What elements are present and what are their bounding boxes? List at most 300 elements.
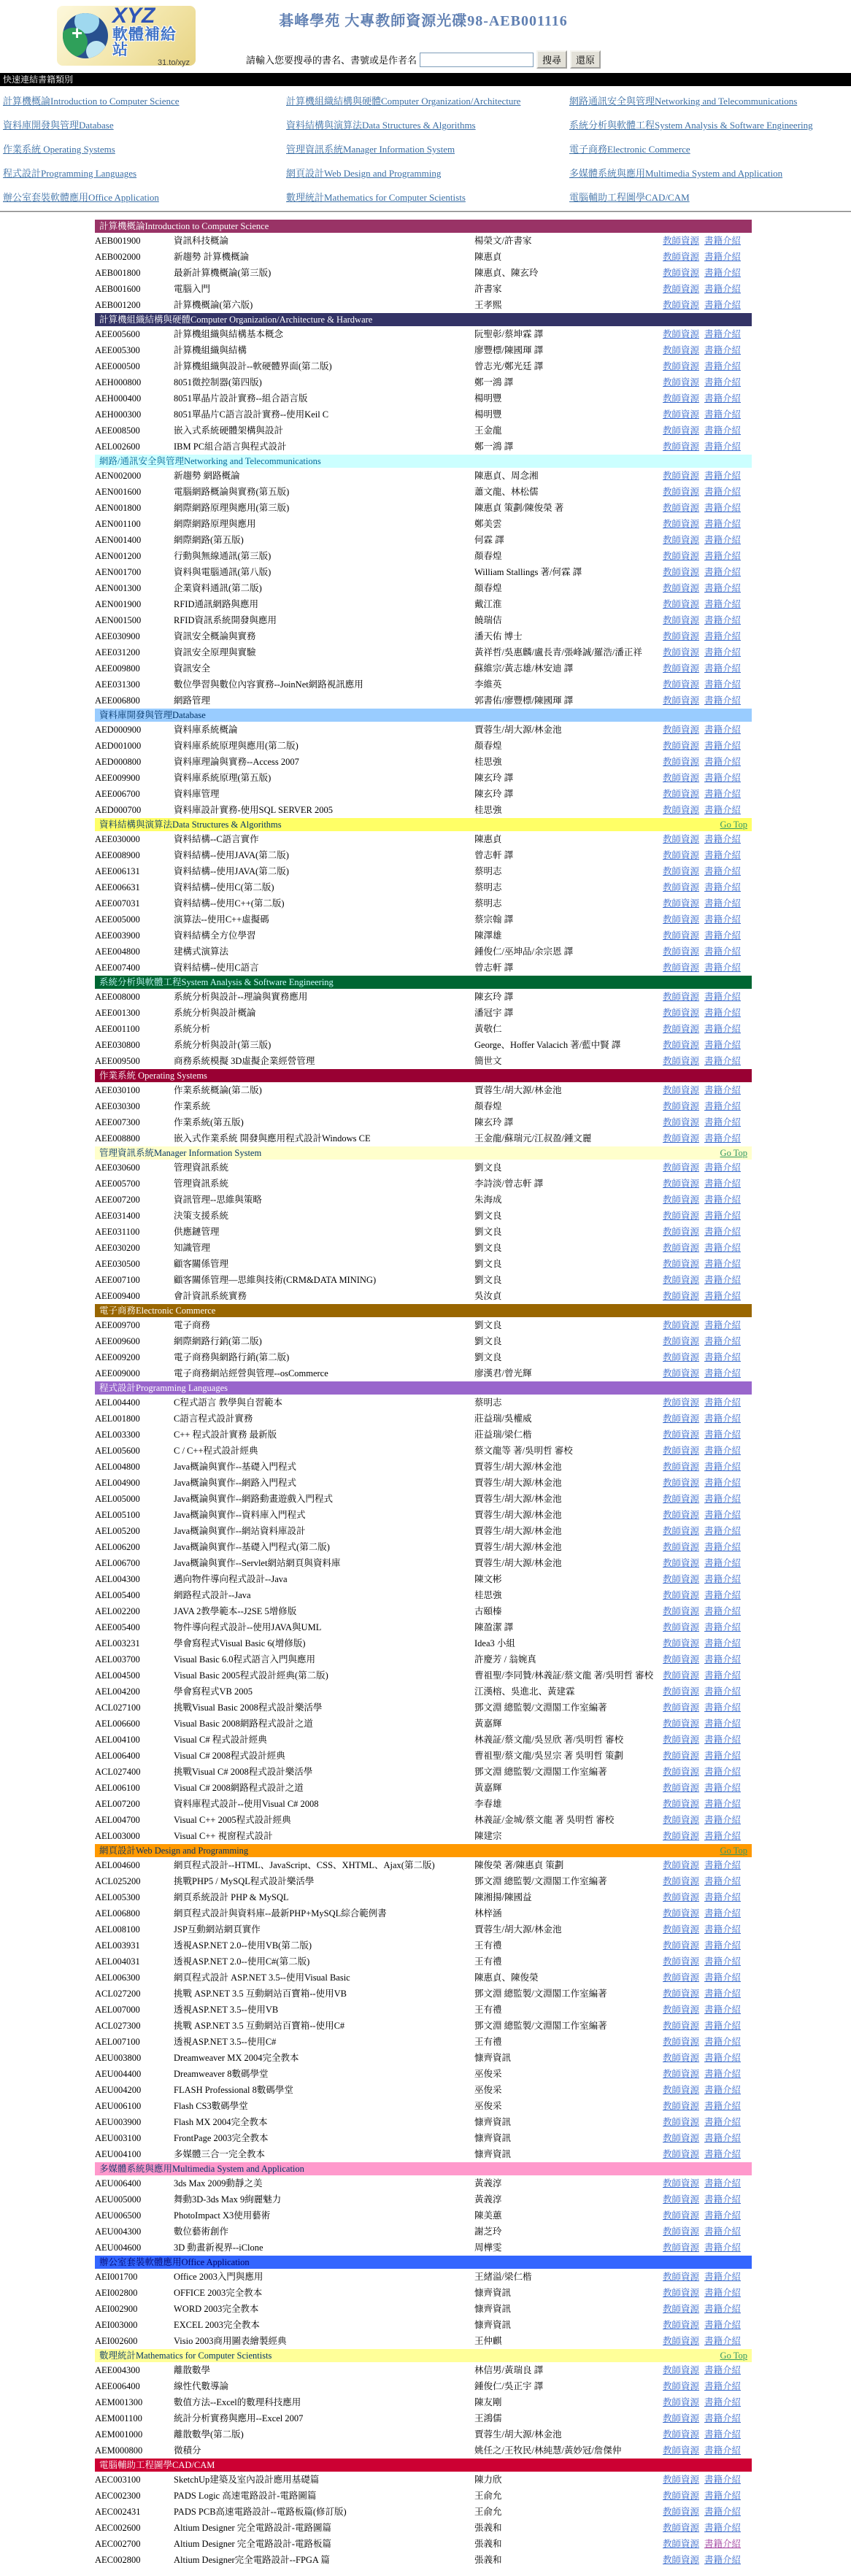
teacher-resource-link[interactable]: 教師資源	[663, 963, 700, 973]
book-intro-link[interactable]: 書籍介紹	[704, 1590, 742, 1600]
book-intro-link[interactable]: 書籍介紹	[704, 773, 742, 783]
book-intro-link[interactable]: 書籍介紹	[704, 2149, 742, 2159]
book-intro-link[interactable]: 書籍介紹	[704, 805, 742, 815]
teacher-resource-link[interactable]: 教師資源	[663, 1908, 700, 1918]
teacher-resource-link[interactable]: 教師資源	[663, 1622, 700, 1632]
book-intro-link[interactable]: 書籍介紹	[704, 834, 742, 844]
teacher-resource-link[interactable]: 教師資源	[663, 2069, 700, 2079]
book-intro-link[interactable]: 書籍介紹	[704, 1510, 742, 1520]
book-intro-link[interactable]: 書籍介紹	[704, 2194, 742, 2205]
book-intro-link[interactable]: 書籍介紹	[704, 1336, 742, 1346]
teacher-resource-link[interactable]: 教師資源	[663, 1767, 700, 1777]
teacher-resource-link[interactable]: 教師資源	[663, 425, 700, 436]
book-intro-link[interactable]: 書籍介紹	[704, 1117, 742, 1127]
search-input[interactable]	[420, 53, 534, 67]
book-intro-link[interactable]: 書籍介紹	[704, 1815, 742, 1825]
book-intro-link[interactable]: 書籍介紹	[704, 2381, 742, 2391]
teacher-resource-link[interactable]: 教師資源	[663, 441, 700, 452]
book-intro-link[interactable]: 書籍介紹	[704, 1908, 742, 1918]
teacher-resource-link[interactable]: 教師資源	[663, 946, 700, 957]
book-intro-link[interactable]: 書籍介紹	[704, 503, 742, 513]
teacher-resource-link[interactable]: 教師資源	[663, 268, 700, 278]
teacher-resource-link[interactable]: 教師資源	[663, 1056, 700, 1066]
book-intro-link[interactable]: 書籍介紹	[704, 1606, 742, 1616]
book-intro-link[interactable]: 書籍介紹	[704, 1397, 742, 1408]
teacher-resource-link[interactable]: 教師資源	[663, 805, 700, 815]
teacher-resource-link[interactable]: 教師資源	[663, 2210, 700, 2221]
teacher-resource-link[interactable]: 教師資源	[663, 2523, 700, 2533]
teacher-resource-link[interactable]: 教師資源	[663, 2021, 700, 2031]
book-intro-link[interactable]: 書籍介紹	[704, 789, 742, 799]
book-row	[95, 500, 752, 516]
book-intro-link[interactable]: 書籍介紹	[704, 2288, 742, 2298]
teacher-resource-link[interactable]: 教師資源	[663, 789, 700, 799]
book-intro-link[interactable]: 書籍介紹	[704, 1056, 742, 1066]
teacher-resource-link[interactable]: 教師資源	[663, 866, 700, 876]
book-intro-link[interactable]: 書籍介紹	[704, 252, 742, 262]
book-intro-link[interactable]: 書籍介紹	[704, 1211, 742, 1221]
book-title: Visual C# 程式設計經典	[174, 1735, 267, 1745]
quicklink-item[interactable]: 計算機組織結構與硬體Computer Organization/Architecture	[286, 96, 521, 107]
book-intro-link[interactable]: 書籍介紹	[704, 1195, 742, 1205]
book-intro-link[interactable]: 書籍介紹	[704, 866, 742, 876]
book-row	[95, 2426, 752, 2442]
book-intro-link[interactable]: 書籍介紹	[704, 2555, 742, 2565]
teacher-resource-link[interactable]: 教師資源	[663, 1606, 700, 1616]
teacher-resource-link[interactable]: 教師資源	[663, 2053, 700, 2063]
book-intro-link[interactable]: 書籍介紹	[704, 1368, 742, 1378]
teacher-resource-link[interactable]: 教師資源	[663, 1040, 700, 1050]
book-intro-link[interactable]: 書籍介紹	[704, 2397, 742, 2407]
book-intro-link[interactable]: 書籍介紹	[704, 1622, 742, 1632]
book-intro-link[interactable]: 書籍介紹	[704, 1558, 742, 1568]
book-intro-link[interactable]: 書籍介紹	[704, 2272, 742, 2282]
teacher-resource-link[interactable]: 教師資源	[663, 2491, 700, 2501]
reset-button[interactable]: 還原	[570, 50, 601, 69]
book-intro-link[interactable]: 書籍介紹	[704, 1574, 742, 1584]
teacher-resource-link[interactable]: 教師資源	[663, 1024, 700, 1034]
book-intro-link[interactable]: 書籍介紹	[704, 487, 742, 497]
teacher-resource-link[interactable]: 教師資源	[663, 1117, 700, 1127]
book-intro-link[interactable]: 書籍介紹	[704, 2445, 742, 2456]
teacher-resource-link[interactable]: 教師資源	[663, 2243, 700, 2253]
book-intro-link[interactable]: 書籍介紹	[704, 393, 742, 404]
teacher-resource-link[interactable]: 教師資源	[663, 1336, 700, 1346]
book-intro-link[interactable]: 書籍介紹	[704, 1243, 742, 1253]
book-intro-link[interactable]: 書籍介紹	[704, 963, 742, 973]
book-intro-link[interactable]: 書籍介紹	[704, 2210, 742, 2221]
book-row	[95, 722, 752, 738]
book-intro-link[interactable]: 書籍介紹	[704, 1478, 742, 1488]
book-intro-link[interactable]: 書籍介紹	[704, 2539, 742, 2549]
teacher-resource-link[interactable]: 教師資源	[663, 2194, 700, 2205]
book-intro-link[interactable]: 書籍介紹	[704, 409, 742, 420]
teacher-resource-link[interactable]: 教師資源	[663, 1686, 700, 1697]
teacher-resource-link[interactable]: 教師資源	[663, 599, 700, 609]
book-intro-link[interactable]: 書籍介紹	[704, 1085, 742, 1095]
teacher-resource-link[interactable]: 教師資源	[663, 663, 700, 674]
book-intro-link[interactable]: 書籍介紹	[704, 1735, 742, 1745]
teacher-resource-link[interactable]: 教師資源	[663, 1008, 700, 1018]
book-intro-link[interactable]: 書籍介紹	[704, 2069, 742, 2079]
book-intro-link[interactable]: 書籍介紹	[704, 551, 742, 561]
book-intro-link[interactable]: 書籍介紹	[704, 946, 742, 957]
teacher-resource-link[interactable]: 教師資源	[663, 695, 700, 706]
teacher-resource-link[interactable]: 教師資源	[663, 2101, 700, 2111]
quicklink-item[interactable]: 程式設計Programming Languages	[3, 168, 137, 179]
book-intro-link[interactable]: 書籍介紹	[704, 2507, 742, 2517]
book-intro-link[interactable]: 書籍介紹	[704, 583, 742, 593]
teacher-resource-link[interactable]: 教師資源	[663, 1973, 700, 1983]
book-intro-link[interactable]: 書籍介紹	[704, 2085, 742, 2095]
book-intro-link[interactable]: 書籍介紹	[704, 329, 742, 339]
teacher-resource-link[interactable]: 教師資源	[663, 1275, 700, 1285]
book-intro-link[interactable]: 書籍介紹	[704, 695, 742, 706]
book-intro-link[interactable]: 書籍介紹	[704, 2178, 742, 2189]
teacher-resource-link[interactable]: 教師資源	[663, 2475, 700, 2485]
book-intro-link[interactable]: 書籍介紹	[704, 535, 742, 545]
teacher-resource-link[interactable]: 教師資源	[663, 1654, 700, 1665]
quicklink-item[interactable]: 多媒體系統與應用Multimedia System and Application	[569, 168, 783, 179]
teacher-resource-link[interactable]: 教師資源	[663, 1719, 700, 1729]
book-intro-link[interactable]: 書籍介紹	[704, 1179, 742, 1189]
book-intro-link[interactable]: 書籍介紹	[704, 1924, 742, 1935]
book-intro-link[interactable]: 書籍介紹	[704, 1430, 742, 1440]
teacher-resource-link[interactable]: 教師資源	[663, 1638, 700, 1648]
book-intro-link[interactable]: 書籍介紹	[704, 1352, 742, 1362]
teacher-resource-link[interactable]: 教師資源	[663, 1179, 700, 1189]
teacher-resource-link[interactable]: 教師資源	[663, 631, 700, 641]
teacher-resource-link[interactable]: 教師資源	[663, 2117, 700, 2127]
teacher-resource-link[interactable]: 教師資源	[663, 361, 700, 371]
book-intro-link[interactable]: 書籍介紹	[704, 1227, 742, 1237]
book-intro-link[interactable]: 書籍介紹	[704, 2037, 742, 2047]
book-intro-link[interactable]: 書籍介紹	[704, 471, 742, 481]
teacher-resource-link[interactable]: 教師資源	[663, 2381, 700, 2391]
book-intro-link[interactable]: 書籍介紹	[704, 1446, 742, 1456]
book-intro-link[interactable]: 書籍介紹	[704, 1008, 742, 1018]
book-intro-link[interactable]: 書籍介紹	[704, 2336, 742, 2346]
teacher-resource-link[interactable]: 教師資源	[663, 1670, 700, 1681]
teacher-resource-link[interactable]: 教師資源	[663, 992, 700, 1002]
teacher-resource-link[interactable]: 教師資源	[663, 503, 700, 513]
book-intro-link[interactable]: 書籍介紹	[704, 2021, 742, 2031]
go-top-link[interactable]: Go Top	[720, 2351, 747, 2361]
teacher-resource-link[interactable]: 教師資源	[663, 1542, 700, 1552]
teacher-resource-link[interactable]: 教師資源	[663, 679, 700, 690]
book-intro-link[interactable]: 書籍介紹	[704, 2413, 742, 2423]
quicklink-item[interactable]: 網頁設計Web Design and Programming	[286, 168, 442, 179]
teacher-resource-link[interactable]: 教師資源	[663, 1352, 700, 1362]
search-button[interactable]: 搜尋	[536, 50, 567, 69]
teacher-resource-link[interactable]: 教師資源	[663, 1860, 700, 1870]
book-intro-link[interactable]: 書籍介紹	[704, 1783, 742, 1793]
teacher-resource-link[interactable]: 教師資源	[663, 2288, 700, 2298]
teacher-resource-link[interactable]: 教師資源	[663, 1940, 700, 1951]
teacher-resource-link[interactable]: 教師資源	[663, 2272, 700, 2282]
book-row-links	[663, 249, 752, 265]
teacher-resource-link[interactable]: 教師資源	[663, 1243, 700, 1253]
teacher-resource-link[interactable]: 教師資源	[663, 2397, 700, 2407]
book-intro-link[interactable]: 書籍介紹	[704, 441, 742, 452]
teacher-resource-link[interactable]: 教師資源	[663, 647, 700, 658]
book-intro-link[interactable]: 書籍介紹	[704, 1133, 742, 1144]
book-intro-link[interactable]: 書籍介紹	[704, 1956, 742, 1967]
book-intro-link[interactable]: 書籍介紹	[704, 2304, 742, 2314]
teacher-resource-link[interactable]: 教師資源	[663, 757, 700, 767]
teacher-resource-link[interactable]: 教師資源	[663, 1956, 700, 1967]
teacher-resource-link[interactable]: 教師資源	[663, 1430, 700, 1440]
book-intro-link[interactable]: 書籍介紹	[704, 425, 742, 436]
teacher-resource-link[interactable]: 教師資源	[663, 1558, 700, 1568]
teacher-resource-link[interactable]: 教師資源	[663, 1133, 700, 1144]
quicklink-item[interactable]: 數理統計Mathematics for Computer Scientists	[286, 192, 466, 203]
teacher-resource-link[interactable]: 教師資源	[663, 741, 700, 751]
teacher-resource-link[interactable]: 教師資源	[663, 773, 700, 783]
teacher-resource-link[interactable]: 教師資源	[663, 2133, 700, 2143]
book-intro-link[interactable]: 書籍介紹	[704, 898, 742, 909]
teacher-resource-link[interactable]: 教師資源	[663, 1446, 700, 1456]
book-intro-link[interactable]: 書籍介紹	[704, 1799, 742, 1809]
book-intro-link[interactable]: 書籍介紹	[704, 930, 742, 941]
teacher-resource-link[interactable]: 教師資源	[663, 1735, 700, 1745]
teacher-resource-link[interactable]: 教師資源	[663, 615, 700, 625]
teacher-resource-link[interactable]: 教師資源	[663, 2178, 700, 2189]
book-intro-link[interactable]: 書籍介紹	[704, 300, 742, 310]
quicklink-item[interactable]: 辦公室套裝軟體應用Office Application	[3, 192, 159, 203]
book-intro-link[interactable]: 書籍介紹	[704, 361, 742, 371]
teacher-resource-link[interactable]: 教師資源	[663, 1320, 700, 1330]
teacher-resource-link[interactable]: 教師資源	[663, 2507, 700, 2517]
book-intro-link[interactable]: 書籍介紹	[704, 1892, 742, 1902]
teacher-resource-link[interactable]: 教師資源	[663, 1101, 700, 1111]
book-intro-link[interactable]: 書籍介紹	[704, 647, 742, 658]
teacher-resource-link[interactable]: 教師資源	[663, 1227, 700, 1237]
teacher-resource-link[interactable]: 教師資源	[663, 2336, 700, 2346]
book-intro-link[interactable]: 書籍介紹	[704, 1751, 742, 1761]
teacher-resource-link[interactable]: 教師資源	[663, 882, 700, 892]
book-intro-link[interactable]: 書籍介紹	[704, 1320, 742, 1330]
book-intro-link[interactable]: 書籍介紹	[704, 1291, 742, 1301]
teacher-resource-link[interactable]: 教師資源	[663, 252, 700, 262]
teacher-resource-link[interactable]: 教師資源	[663, 2445, 700, 2456]
teacher-resource-link[interactable]: 教師資源	[663, 567, 700, 577]
teacher-resource-link[interactable]: 教師資源	[663, 1876, 700, 1886]
quicklink-item[interactable]: 電腦輔助工程圖學CAD/CAM	[569, 192, 690, 203]
book-intro-link[interactable]: 書籍介紹	[704, 1989, 742, 1999]
teacher-resource-link[interactable]: 教師資源	[663, 1085, 700, 1095]
book-intro-link[interactable]: 書籍介紹	[704, 236, 742, 246]
teacher-resource-link[interactable]: 教師資源	[663, 1368, 700, 1378]
book-intro-link[interactable]: 書籍介紹	[704, 1462, 742, 1472]
book-intro-link[interactable]: 書籍介紹	[704, 284, 742, 294]
teacher-resource-link[interactable]: 教師資源	[663, 393, 700, 404]
book-intro-link[interactable]: 書籍介紹	[704, 2053, 742, 2063]
teacher-resource-link[interactable]: 教師資源	[663, 487, 700, 497]
quicklink-item[interactable]: 系統分析與軟體工程System Analysis & Software Engineering	[569, 120, 813, 131]
book-intro-link[interactable]: 書籍介紹	[704, 2133, 742, 2143]
book-intro-link[interactable]: 書籍介紹	[704, 1101, 742, 1111]
book-intro-link[interactable]: 書籍介紹	[704, 2475, 742, 2485]
quicklink-item[interactable]: 電子商務Electronic Commerce	[569, 144, 690, 155]
teacher-resource-link[interactable]: 教師資源	[663, 1924, 700, 1935]
teacher-resource-link[interactable]: 教師資源	[663, 1462, 700, 1472]
teacher-resource-link[interactable]: 教師資源	[663, 2555, 700, 2565]
teacher-resource-link[interactable]: 教師資源	[663, 1783, 700, 1793]
teacher-resource-link[interactable]: 教師資源	[663, 377, 700, 387]
book-intro-link[interactable]: 書籍介紹	[704, 615, 742, 625]
book-intro-link[interactable]: 書籍介紹	[704, 1494, 742, 1504]
book-intro-link[interactable]: 書籍介紹	[704, 1670, 742, 1681]
teacher-resource-link[interactable]: 教師資源	[663, 519, 700, 529]
book-intro-link[interactable]: 書籍介紹	[704, 850, 742, 860]
teacher-resource-link[interactable]: 教師資源	[663, 1195, 700, 1205]
teacher-resource-link[interactable]: 教師資源	[663, 284, 700, 294]
teacher-resource-link[interactable]: 教師資源	[663, 471, 700, 481]
book-intro-link[interactable]: 書籍介紹	[704, 2101, 742, 2111]
book-intro-link[interactable]: 書籍介紹	[704, 1876, 742, 1886]
teacher-resource-link[interactable]: 教師資源	[663, 2539, 700, 2549]
book-intro-link[interactable]: 書籍介紹	[704, 741, 742, 751]
teacher-resource-link[interactable]: 教師資源	[663, 1799, 700, 1809]
book-intro-link[interactable]: 書籍介紹	[704, 1275, 742, 1285]
quicklink-item[interactable]: 計算機概論Introduction to Computer Science	[3, 96, 180, 107]
book-intro-link[interactable]: 書籍介紹	[704, 1542, 742, 1552]
book-intro-link[interactable]: 書籍介紹	[704, 2320, 742, 2330]
teacher-resource-link[interactable]: 教師資源	[663, 409, 700, 420]
book-row	[95, 1288, 752, 1304]
teacher-resource-link[interactable]: 教師資源	[663, 1510, 700, 1520]
teacher-resource-link[interactable]: 教師資源	[663, 583, 700, 593]
teacher-resource-link[interactable]: 教師資源	[663, 1211, 700, 1221]
book-row-links	[663, 484, 752, 500]
teacher-resource-link[interactable]: 教師資源	[663, 834, 700, 844]
book-intro-link[interactable]: 書籍介紹	[704, 1414, 742, 1424]
teacher-resource-link[interactable]: 教師資源	[663, 1831, 700, 1841]
book-intro-link[interactable]: 書籍介紹	[704, 1767, 742, 1777]
book-intro-link[interactable]: 書籍介紹	[704, 1719, 742, 1729]
teacher-resource-link[interactable]: 教師資源	[663, 1815, 700, 1825]
teacher-resource-link[interactable]: 教師資源	[663, 2149, 700, 2159]
go-top-link[interactable]: Go Top	[720, 820, 747, 830]
teacher-resource-link[interactable]: 教師資源	[663, 1414, 700, 1424]
book-intro-link[interactable]: 書籍介紹	[704, 1860, 742, 1870]
teacher-resource-link[interactable]: 教師資源	[663, 1259, 700, 1269]
book-intro-link[interactable]: 書籍介紹	[704, 2243, 742, 2253]
teacher-resource-link[interactable]: 教師資源	[663, 551, 700, 561]
teacher-resource-link[interactable]: 教師資源	[663, 329, 700, 339]
teacher-resource-link[interactable]: 教師資源	[663, 1574, 700, 1584]
teacher-resource-link[interactable]: 教師資源	[663, 2413, 700, 2423]
teacher-resource-link[interactable]: 教師資源	[663, 914, 700, 925]
quicklink-item[interactable]: 管理資訊系統Manager Information System	[286, 144, 455, 155]
teacher-resource-link[interactable]: 教師資源	[663, 898, 700, 909]
book-intro-link[interactable]: 書籍介紹	[704, 882, 742, 892]
quicklink-item[interactable]: 資料結構與演算法Data Structures & Algorithms	[286, 120, 476, 131]
teacher-resource-link[interactable]: 教師資源	[663, 345, 700, 355]
teacher-resource-link[interactable]: 教師資源	[663, 2005, 700, 2015]
go-top-link[interactable]: Go Top	[720, 1148, 747, 1158]
quicklink-item[interactable]: 資料庫開發與管理Database	[3, 120, 114, 131]
teacher-resource-link[interactable]: 教師資源	[663, 1892, 700, 1902]
book-intro-link[interactable]: 書籍介紹	[704, 1973, 742, 1983]
book-intro-link[interactable]: 書籍介紹	[704, 725, 742, 735]
teacher-resource-link[interactable]: 教師資源	[663, 2037, 700, 2047]
teacher-resource-link[interactable]: 教師資源	[663, 1162, 700, 1173]
book-intro-link[interactable]: 書籍介紹	[704, 1040, 742, 1050]
quicklink-item[interactable]: 作業系統 Operating Systems	[3, 144, 115, 155]
teacher-resource-link[interactable]: 教師資源	[663, 930, 700, 941]
book-intro-link[interactable]: 書籍介紹	[704, 345, 742, 355]
teacher-resource-link[interactable]: 教師資源	[663, 2226, 700, 2237]
teacher-resource-link[interactable]: 教師資源	[663, 535, 700, 545]
book-intro-link[interactable]: 書籍介紹	[704, 1940, 742, 1951]
teacher-resource-link[interactable]: 教師資源	[663, 300, 700, 310]
book-intro-link[interactable]: 書籍介紹	[704, 2005, 742, 2015]
book-intro-link[interactable]: 書籍介紹	[704, 1831, 742, 1841]
book-intro-link[interactable]: 書籍介紹	[704, 2117, 742, 2127]
book-intro-link[interactable]: 書籍介紹	[704, 2365, 742, 2375]
book-intro-link[interactable]: 書籍介紹	[704, 1654, 742, 1665]
book-intro-link[interactable]: 書籍介紹	[704, 599, 742, 609]
book-intro-link[interactable]: 書籍介紹	[704, 1638, 742, 1648]
teacher-resource-link[interactable]: 教師資源	[663, 725, 700, 735]
teacher-resource-link[interactable]: 教師資源	[663, 1702, 700, 1713]
book-row-links	[663, 770, 752, 786]
go-top-link[interactable]: Go Top	[720, 1846, 747, 1856]
book-intro-link[interactable]: 書籍介紹	[704, 992, 742, 1002]
book-intro-link[interactable]: 書籍介紹	[704, 631, 742, 641]
teacher-resource-link[interactable]: 教師資源	[663, 2320, 700, 2330]
teacher-resource-link[interactable]: 教師資源	[663, 1494, 700, 1504]
book-intro-link[interactable]: 書籍介紹	[704, 1526, 742, 1536]
book-intro-link[interactable]: 書籍介紹	[704, 2523, 742, 2533]
teacher-resource-link[interactable]: 教師資源	[663, 1291, 700, 1301]
teacher-resource-link[interactable]: 教師資源	[663, 1590, 700, 1600]
teacher-resource-link[interactable]: 教師資源	[663, 1397, 700, 1408]
book-intro-link[interactable]: 書籍介紹	[704, 1024, 742, 1034]
book-row	[95, 1970, 752, 1986]
book-intro-link[interactable]: 書籍介紹	[704, 377, 742, 387]
teacher-resource-link[interactable]: 教師資源	[663, 1751, 700, 1761]
book-intro-link[interactable]: 書籍介紹	[704, 2491, 742, 2501]
teacher-resource-link[interactable]: 教師資源	[663, 236, 700, 246]
book-intro-link[interactable]: 書籍介紹	[704, 567, 742, 577]
book-intro-link[interactable]: 書籍介紹	[704, 914, 742, 925]
book-intro-link[interactable]: 書籍介紹	[704, 519, 742, 529]
book-code: AEU003800	[95, 2053, 142, 2063]
teacher-resource-link[interactable]: 教師資源	[663, 2365, 700, 2375]
book-intro-link[interactable]: 書籍介紹	[704, 2226, 742, 2237]
book-intro-link[interactable]: 書籍介紹	[704, 757, 742, 767]
book-intro-link[interactable]: 書籍介紹	[704, 2429, 742, 2440]
book-intro-link[interactable]: 書籍介紹	[704, 679, 742, 690]
teacher-resource-link[interactable]: 教師資源	[663, 1478, 700, 1488]
quicklink-item[interactable]: 網路通訊安全與管理Networking and Telecommunications	[569, 96, 798, 107]
teacher-resource-link[interactable]: 教師資源	[663, 2085, 700, 2095]
teacher-resource-link[interactable]: 教師資源	[663, 2304, 700, 2314]
book-intro-link[interactable]: 書籍介紹	[704, 663, 742, 674]
book-intro-link[interactable]: 書籍介紹	[704, 1162, 742, 1173]
book-intro-link[interactable]: 書籍介紹	[704, 1259, 742, 1269]
book-intro-link[interactable]: 書籍介紹	[704, 1686, 742, 1697]
teacher-resource-link[interactable]: 教師資源	[663, 850, 700, 860]
book-intro-link[interactable]: 書籍介紹	[704, 1702, 742, 1713]
book-intro-link[interactable]: 書籍介紹	[704, 268, 742, 278]
teacher-resource-link[interactable]: 教師資源	[663, 1989, 700, 1999]
teacher-resource-link[interactable]: 教師資源	[663, 2429, 700, 2440]
teacher-resource-link[interactable]: 教師資源	[663, 1526, 700, 1536]
